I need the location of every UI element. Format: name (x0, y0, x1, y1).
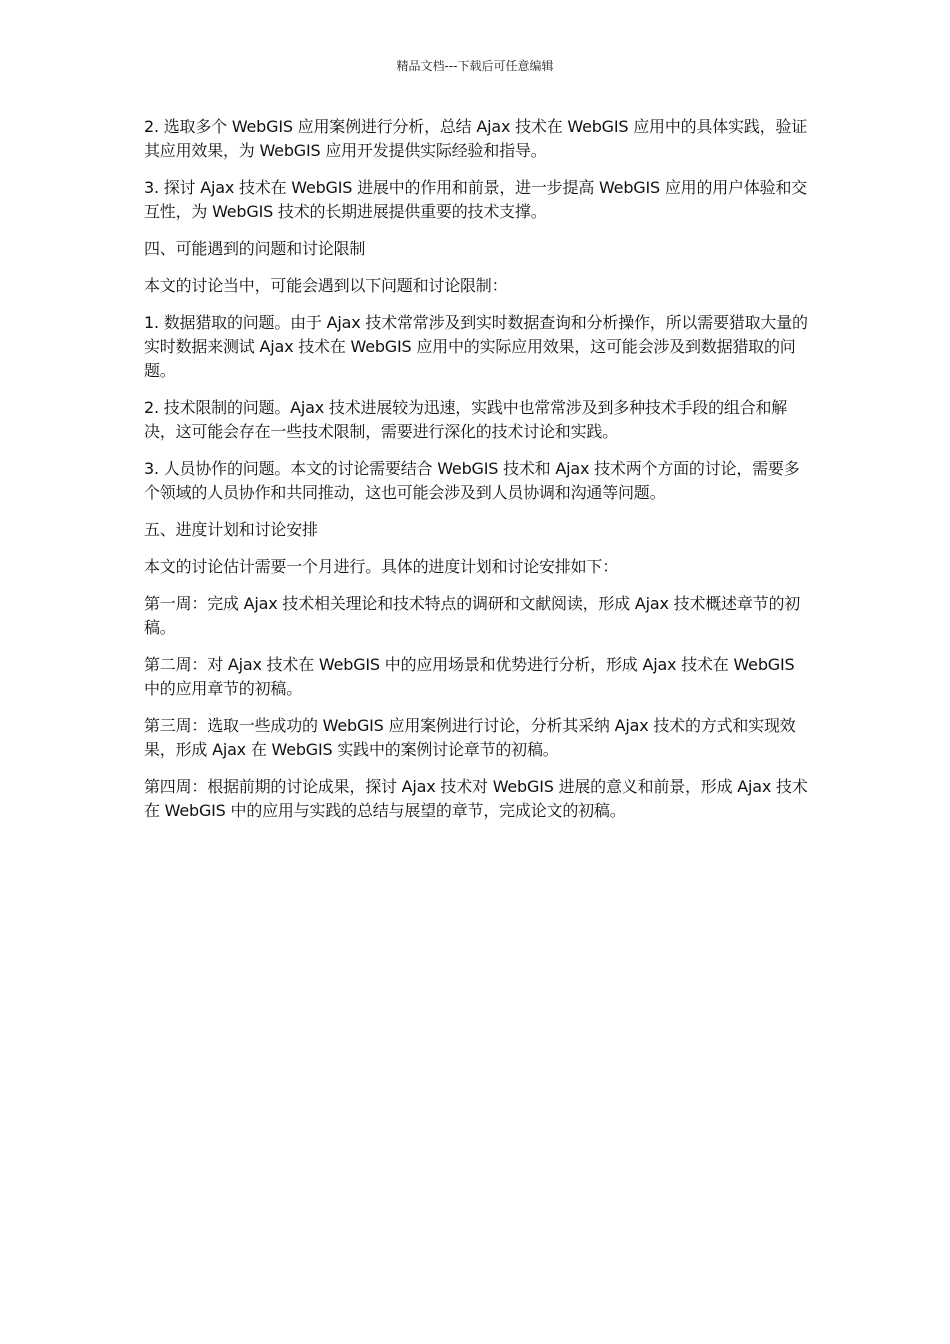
paragraph-problem-3: 3. 人员协作的问题。本文的讨论需要结合 WebGIS 技术和 Ajax 技术两个方面的讨论，需要多个领域的人员协作和共同推动，这也可能会涉及到人员协调和沟通等问题。 (144, 459, 800, 502)
paragraph-objective-3: 3. 探讨 Ajax 技术在 WebGIS 进展中的作用和前景，进一步提高 WebGIS 应用的用户体验和交互性，为 WebGIS 技术的长期进展提供重要的技术支撑。 (144, 178, 808, 221)
paragraph-objective-2: 2. 选取多个 WebGIS 应用案例进行分析，总结 Ajax 技术在 WebGIS 应用中的具体实践，验证其应用效果，为 WebGIS 应用开发提供实际经验和指导。 (144, 117, 808, 160)
section-heading-problems: 四、可能遇到的问题和讨论限制 (144, 239, 366, 258)
paragraph-schedule-intro: 本文的讨论估计需要一个月进行。具体的进度计划和讨论安排如下： (144, 557, 619, 576)
paragraph-week-4: 第四周：根据前期的讨论成果，探讨 Ajax 技术对 WebGIS 进展的意义和前景，形成 Ajax 技术在 WebGIS 中的应用与实践的总结与展望的章节，完成论文的初稿。 (144, 777, 808, 820)
paragraph-problem-2: 2. 技术限制的问题。Ajax 技术进展较为迅速，实践中也常常涉及到多种技术手段的组合和解决，这可能会存在一些技术限制，需要进行深化的技术讨论和实践。 (144, 398, 788, 441)
document-body (144, 115, 808, 836)
paragraph-week-2: 第二周：对 Ajax 技术在 WebGIS 中的应用场景和优势进行分析，形成 Ajax 技术在 WebGIS 中的应用章节的初稿。 (144, 655, 795, 698)
paragraph-problem-1: 1. 数据猎取的问题。由于 Ajax 技术常常涉及到实时数据查询和分析操作，所以需要猎取大量的实时数据来测试 Ajax 技术在 WebGIS 应用中的实际应用效果，这可能会涉及到数据猎取的问题。 (144, 313, 808, 380)
page-header: 精品文档---下载后可任意编辑 (396, 59, 554, 73)
paragraph-week-1: 第一周：完成 Ajax 技术相关理论和技术特点的调研和文献阅读，形成 Ajax 技术概述章节的初稿。 (144, 594, 801, 637)
paragraph-problems-intro: 本文的讨论当中，可能会遇到以下问题和讨论限制： (144, 276, 508, 295)
section-heading-schedule: 五、进度计划和讨论安排 (144, 520, 318, 539)
paragraph-week-3: 第三周：选取一些成功的 WebGIS 应用案例进行讨论，分析其采纳 Ajax 技术的方式和实现效果，形成 Ajax 在 WebGIS 实践中的案例讨论章节的初稿。 (144, 716, 796, 759)
